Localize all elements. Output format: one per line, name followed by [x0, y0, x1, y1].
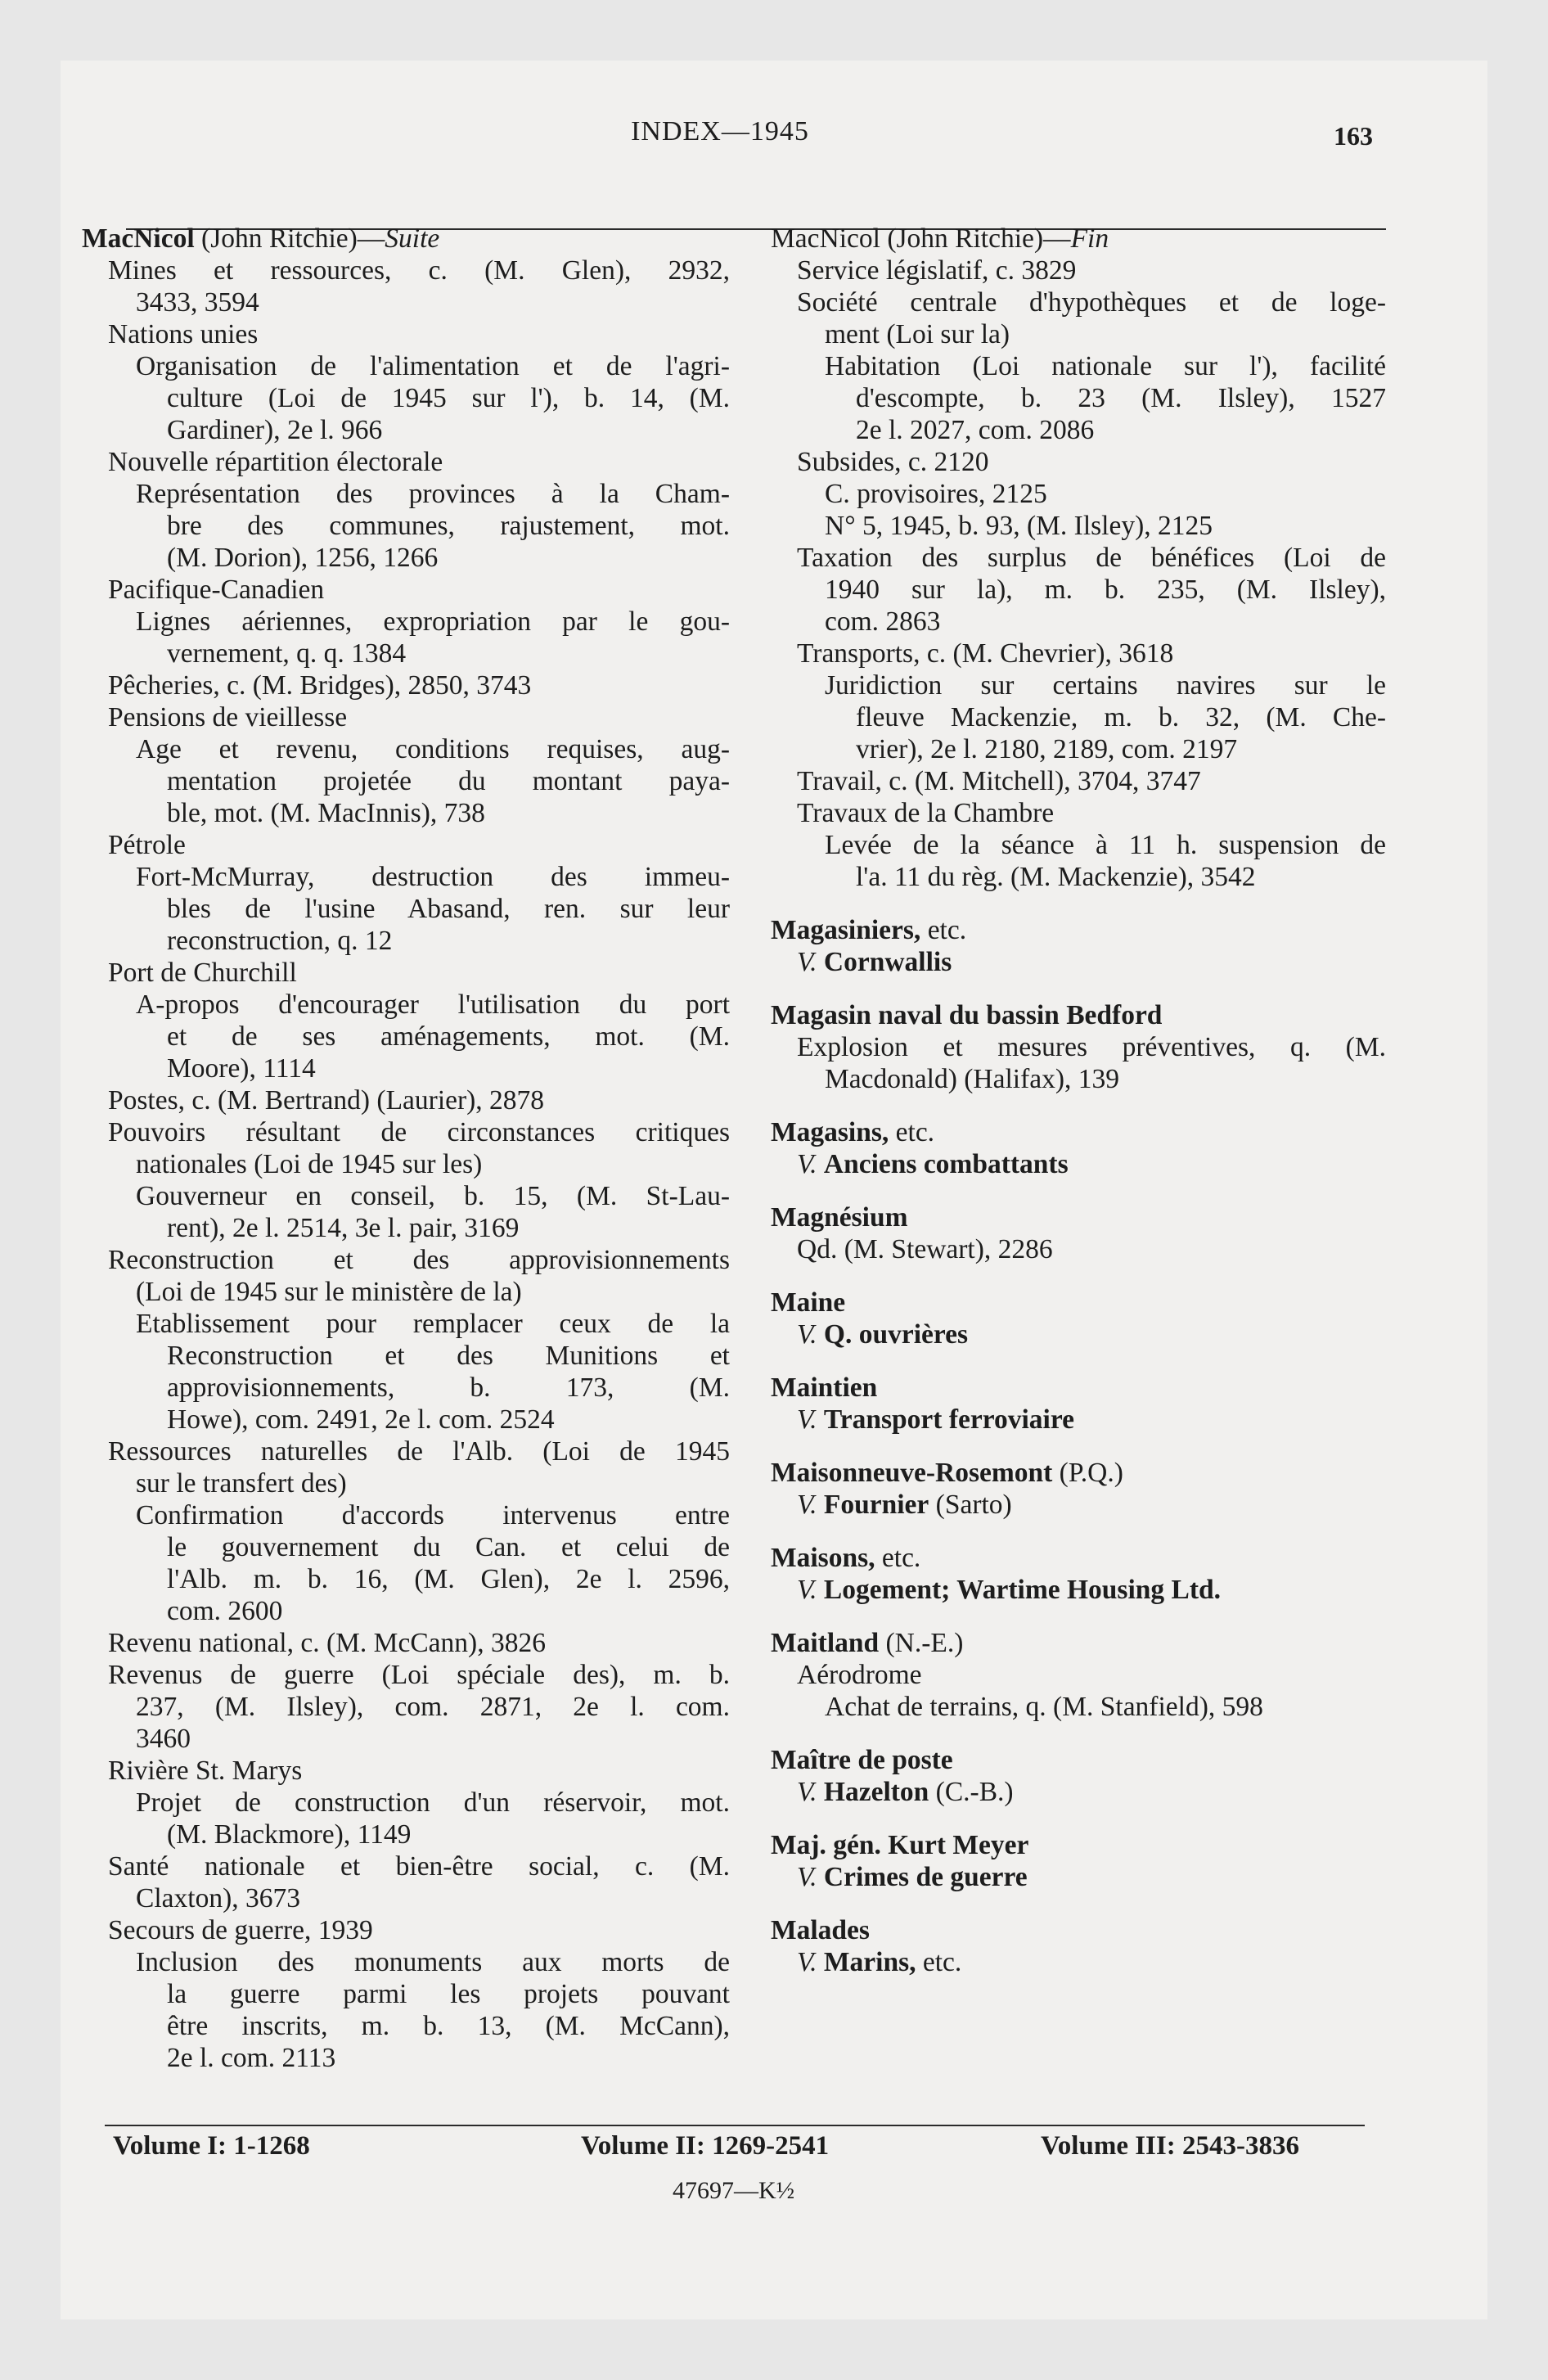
- cross-reference: Anciens combattants: [823, 1149, 1069, 1179]
- index-entry: [82, 2010, 730, 2042]
- entry-text: Mines et ressources, c. (M. Glen), 2932,: [108, 255, 730, 286]
- page-number: 163: [1334, 121, 1373, 151]
- entry-text: Nouvelle répartition électorale: [108, 447, 443, 477]
- heading-term: Maitland: [771, 1628, 880, 1658]
- index-entry: [82, 1531, 730, 1563]
- entry-gap: [771, 1095, 1386, 1116]
- entry-text: Ressources naturelles de l'Alb. (Loi de 1945: [108, 1436, 730, 1467]
- index-entry: [82, 1276, 730, 1308]
- cross-reference: Fournier: [823, 1490, 929, 1520]
- entry-text: le gouvernement du Can. et celui de: [167, 1532, 730, 1562]
- entry-text: V.: [797, 947, 824, 977]
- entry-gap: [771, 1723, 1386, 1744]
- index-heading: [82, 223, 730, 255]
- entry-text: 237, (M. Ilsley), com. 2871, 2e l. com.: [136, 1692, 730, 1722]
- index-entry: [82, 1850, 730, 1882]
- cross-reference: Q. ouvrières: [823, 1319, 969, 1350]
- index-entry: [771, 638, 1386, 669]
- entry-text: Inclusion des monuments aux morts de: [136, 1947, 730, 1977]
- heading-term: Maître de poste: [771, 1745, 953, 1775]
- index-entry: [82, 893, 730, 925]
- entry-text: V.: [797, 1319, 824, 1350]
- index-entry: [771, 1031, 1386, 1063]
- index-entry: [771, 255, 1386, 286]
- index-heading: [771, 1201, 1386, 1233]
- page-header: [67, 110, 1373, 152]
- heading-term: Magasin naval du bassin Bedford: [771, 1000, 1163, 1030]
- entry-text: Suite: [385, 223, 440, 254]
- heading-term: Maine: [771, 1287, 846, 1318]
- entry-text: Levée de la séance à 11 h. suspension de: [825, 830, 1386, 860]
- print-code: 47697—K½: [673, 2177, 795, 2204]
- entry-text: Postes, c. (M. Bertrand) (Laurier), 2878: [108, 1085, 545, 1116]
- index-entry: [82, 1659, 730, 1691]
- cross-reference: Marins,: [823, 1947, 916, 1977]
- entry-text: V.: [797, 1947, 824, 1977]
- index-entry: [82, 797, 730, 829]
- index-entry: [82, 510, 730, 542]
- entry-text: (John Ritchie)—: [194, 223, 385, 254]
- entry-text: Service législatif, c. 3829: [797, 255, 1077, 286]
- index-heading: [771, 223, 1386, 255]
- index-entry: [771, 1776, 1386, 1808]
- index-entry: [82, 350, 730, 382]
- index-entry: [82, 574, 730, 606]
- index-entry: [771, 765, 1386, 797]
- index-entry: [771, 1404, 1386, 1436]
- index-entry: [82, 1021, 730, 1053]
- index-entry: [82, 606, 730, 638]
- index-entry: [771, 510, 1386, 542]
- entry-text: rent), 2e l. 2514, 3e l. pair, 3169: [167, 1213, 520, 1243]
- index-entry: [82, 478, 730, 510]
- entry-text: Moore), 1114: [167, 1053, 316, 1084]
- entry-text: Gouverneur en conseil, b. 15, (M. St-Lau-: [136, 1181, 730, 1211]
- entry-text: Nations unies: [108, 319, 259, 349]
- entry-text: Pensions de vieillesse: [108, 702, 348, 732]
- entry-gap: [771, 893, 1386, 914]
- entry-text: vrier), 2e l. 2180, 2189, com. 2197: [856, 734, 1238, 764]
- entry-text: Société centrale d'hypothèques et de loge-: [797, 287, 1386, 318]
- entry-text: V.: [797, 1862, 824, 1892]
- entry-text: Pétrole: [108, 830, 186, 860]
- entry-text: 1940 sur la), m. b. 235, (M. Ilsley),: [825, 575, 1386, 605]
- entry-text: Aérodrome: [797, 1660, 922, 1690]
- index-entry: [771, 606, 1386, 638]
- entry-text: Howe), com. 2491, 2e l. com. 2524: [167, 1404, 555, 1435]
- entry-text: fleuve Mackenzie, m. b. 32, (M. Che-: [856, 702, 1386, 732]
- footer-volume-3: Volume III: 2543-3836: [1041, 2131, 1299, 2161]
- index-entry: [771, 382, 1386, 414]
- entry-text: ment (Loi sur la): [825, 319, 1010, 349]
- index-entry: [82, 957, 730, 989]
- entry-text: ble, mot. (M. MacInnis), 738: [167, 798, 485, 828]
- index-entry: [82, 446, 730, 478]
- entry-text: V.: [797, 1149, 824, 1179]
- entry-text: 3460: [136, 1724, 191, 1754]
- cross-reference: Transport ferroviaire: [823, 1404, 1074, 1435]
- entry-text: Travail, c. (M. Mitchell), 3704, 3747: [797, 766, 1201, 796]
- index-entry: [82, 286, 730, 318]
- entry-text: Revenu national, c. (M. McCann), 3826: [108, 1628, 546, 1658]
- index-entry: [771, 797, 1386, 829]
- cross-reference: Logement; Wartime Housing Ltd.: [823, 1575, 1222, 1605]
- index-entry: [771, 733, 1386, 765]
- cross-reference: Hazelton: [823, 1777, 929, 1807]
- entry-text: A-propos d'encourager l'utilisation du port: [136, 989, 730, 1020]
- heading-term: Maintien: [771, 1373, 878, 1403]
- index-entry: [82, 733, 730, 765]
- entry-text: Revenus de guerre (Loi spéciale des), m. b.: [108, 1660, 730, 1690]
- entry-text: N° 5, 1945, b. 93, (M. Ilsley), 2125: [825, 511, 1213, 541]
- entry-text: (P.Q.): [1052, 1458, 1123, 1488]
- entry-text: 2e l. 2027, com. 2086: [856, 415, 1095, 445]
- footer-volume-2: Volume II: 1269-2541: [581, 2131, 830, 2161]
- index-entry: [82, 1436, 730, 1467]
- index-entry: [82, 925, 730, 957]
- entry-gap: [771, 978, 1386, 999]
- cross-reference: Crimes de guerre: [823, 1862, 1028, 1892]
- index-heading: [771, 1914, 1386, 1946]
- entry-text: MacNicol (John Ritchie)—: [771, 223, 1071, 254]
- index-entry: [82, 542, 730, 574]
- index-entry: [771, 414, 1386, 446]
- index-entry: [771, 1659, 1386, 1691]
- entry-text: Fort-McMurray, destruction des immeu-: [136, 862, 730, 892]
- entry-text: etc.: [916, 1947, 962, 1977]
- entry-text: Qd. (M. Stewart), 2286: [797, 1234, 1053, 1264]
- entry-text: Achat de terrains, q. (M. Stanfield), 598: [825, 1692, 1263, 1722]
- entry-text: Pêcheries, c. (M. Bridges), 2850, 3743: [108, 670, 532, 701]
- index-entry: [82, 1882, 730, 1914]
- entry-text: etc.: [875, 1543, 921, 1573]
- left-column: [82, 223, 730, 2074]
- entry-text: Confirmation d'accords intervenus entre: [136, 1500, 730, 1530]
- entry-text: bre des communes, rajustement, mot.: [167, 511, 730, 541]
- index-entry: [82, 1372, 730, 1404]
- index-entry: [82, 669, 730, 701]
- index-heading: [771, 1744, 1386, 1776]
- entry-text: Transports, c. (M. Chevrier), 3618: [797, 638, 1174, 669]
- entry-text: être inscrits, m. b. 13, (M. McCann),: [167, 2011, 730, 2041]
- index-heading: [771, 1116, 1386, 1148]
- index-entry: [82, 1340, 730, 1372]
- index-entry: [82, 861, 730, 893]
- index-entry: [82, 765, 730, 797]
- entry-text: com. 2600: [167, 1596, 283, 1626]
- index-entry: [82, 1308, 730, 1340]
- index-entry: [771, 1946, 1386, 1978]
- entry-text: bles de l'usine Abasand, ren. sur leur: [167, 894, 730, 924]
- index-heading: [771, 1627, 1386, 1659]
- index-heading: [771, 914, 1386, 946]
- entry-text: Travaux de la Chambre: [797, 798, 1055, 828]
- entry-text: 3433, 3594: [136, 287, 259, 318]
- entry-gap: [771, 1521, 1386, 1542]
- index-heading: [771, 1829, 1386, 1861]
- entry-gap: [771, 1808, 1386, 1829]
- footer-volume-1: Volume I: 1-1268: [113, 2131, 310, 2161]
- entry-gap: [771, 1606, 1386, 1627]
- entry-text: Juridiction sur certains navires sur le: [825, 670, 1386, 701]
- entry-text: Macdonald) (Halifax), 139: [825, 1064, 1119, 1094]
- index-entry: [82, 382, 730, 414]
- cross-reference: Cornwallis: [823, 947, 952, 977]
- index-entry: [771, 829, 1386, 861]
- index-entry: [771, 1861, 1386, 1893]
- index-entry: [82, 1244, 730, 1276]
- index-entry: [82, 1116, 730, 1148]
- entry-text: Taxation des surplus de bénéfices (Loi de: [797, 543, 1386, 573]
- index-entry: [771, 1148, 1386, 1180]
- index-entry: [82, 1499, 730, 1531]
- index-entry: [82, 701, 730, 733]
- entry-text: Lignes aériennes, expropriation par le gou-: [136, 606, 730, 637]
- index-entry: [82, 1691, 730, 1723]
- heading-term: Magasins,: [771, 1117, 889, 1147]
- index-entry: [82, 255, 730, 286]
- index-entry: [82, 1053, 730, 1084]
- entry-text: Rivière St. Marys: [108, 1756, 303, 1786]
- index-entry: [82, 318, 730, 350]
- index-entry: [771, 1318, 1386, 1350]
- heading-term: Maisons,: [771, 1543, 875, 1573]
- index-entry: [771, 669, 1386, 701]
- heading-term: Magasiniers,: [771, 915, 921, 945]
- index-heading: [771, 1542, 1386, 1574]
- index-entry: [82, 1148, 730, 1180]
- entry-text: V.: [797, 1575, 824, 1605]
- page-title: INDEX—1945: [631, 116, 809, 146]
- entry-text: Fin: [1070, 223, 1109, 254]
- entry-text: V.: [797, 1404, 824, 1435]
- entry-text: V.: [797, 1777, 824, 1807]
- index-entry: [771, 701, 1386, 733]
- entry-text: Reconstruction et des Munitions et: [167, 1341, 730, 1371]
- index-entry: [771, 1489, 1386, 1521]
- index-heading: [771, 1372, 1386, 1404]
- entry-text: Santé nationale et bien-être social, c. (M.: [108, 1851, 730, 1882]
- index-entry: [771, 1574, 1386, 1606]
- entry-gap: [771, 1436, 1386, 1457]
- index-entry: [82, 638, 730, 669]
- index-heading: [771, 1287, 1386, 1318]
- entry-text: nationales (Loi de 1945 sur les): [136, 1149, 483, 1179]
- entry-text: Représentation des provinces à la Cham-: [136, 479, 730, 509]
- entry-text: (N.-E.): [879, 1628, 964, 1658]
- index-heading: [771, 1457, 1386, 1489]
- index-entry: [771, 542, 1386, 574]
- index-entry: [771, 478, 1386, 510]
- entry-text: mentation projetée du montant paya-: [167, 766, 730, 796]
- index-entry: [82, 1819, 730, 1850]
- index-entry: [82, 1946, 730, 1978]
- entry-gap: [771, 1350, 1386, 1372]
- entry-text: Claxton), 3673: [136, 1883, 300, 1913]
- heading-term: MacNicol: [82, 223, 195, 254]
- index-entry: [771, 1063, 1386, 1095]
- entry-text: la guerre parmi les projets pouvant: [167, 1979, 730, 2009]
- index-entry: [82, 1787, 730, 1819]
- index-entry: [82, 1914, 730, 1946]
- index-entry: [82, 1084, 730, 1116]
- index-entry: [82, 1212, 730, 1244]
- footer-rule: [105, 2125, 1365, 2126]
- entry-text: Explosion et mesures préventives, q. (M.: [797, 1032, 1386, 1062]
- entry-text: Organisation de l'alimentation et de l'agri-: [136, 351, 730, 381]
- entry-text: Gardiner), 2e l. 966: [167, 415, 383, 445]
- entry-text: (C.-B.): [929, 1777, 1014, 1807]
- entry-text: Subsides, c. 2120: [797, 447, 989, 477]
- index-entry: [771, 1691, 1386, 1723]
- index-entry: [82, 1627, 730, 1659]
- entry-text: Secours de guerre, 1939: [108, 1915, 373, 1945]
- index-entry: [82, 1404, 730, 1436]
- entry-text: et de ses aménagements, mot. (M.: [167, 1021, 730, 1052]
- index-heading: [771, 999, 1386, 1031]
- entry-text: reconstruction, q. 12: [167, 926, 393, 956]
- entry-text: Projet de construction d'un réservoir, mot.: [136, 1787, 730, 1818]
- index-entry: [771, 350, 1386, 382]
- entry-text: 2e l. com. 2113: [167, 2043, 336, 2073]
- entry-text: com. 2863: [825, 606, 941, 637]
- entry-text: culture (Loi de 1945 sur l'), b. 14, (M.: [167, 383, 730, 413]
- heading-term: Maisonneuve-Rosemont: [771, 1458, 1053, 1488]
- index-entry: [771, 1233, 1386, 1265]
- index-entry: [82, 989, 730, 1021]
- entry-text: Etablissement pour remplacer ceux de la: [136, 1309, 730, 1339]
- index-entry: [771, 286, 1386, 318]
- entry-gap: [771, 1180, 1386, 1201]
- entry-text: approvisionnements, b. 173, (M.: [167, 1373, 730, 1403]
- index-entry: [82, 1563, 730, 1595]
- heading-term: Maj. gén. Kurt Meyer: [771, 1830, 1029, 1860]
- entry-text: vernement, q. q. 1384: [167, 638, 407, 669]
- entry-text: l'Alb. m. b. 16, (M. Glen), 2e l. 2596,: [167, 1564, 730, 1594]
- entry-text: C. provisoires, 2125: [825, 479, 1047, 509]
- entry-text: (Sarto): [929, 1490, 1012, 1520]
- entry-text: Age et revenu, conditions requises, aug-: [136, 734, 730, 764]
- entry-text: V.: [797, 1490, 824, 1520]
- heading-term: Malades: [771, 1915, 870, 1945]
- entry-text: (M. Blackmore), 1149: [167, 1819, 412, 1850]
- index-entry: [82, 2042, 730, 2074]
- index-entry: [82, 829, 730, 861]
- entry-text: (M. Dorion), 1256, 1266: [167, 543, 439, 573]
- entry-text: Pacifique-Canadien: [108, 575, 325, 605]
- index-entry: [82, 1180, 730, 1212]
- heading-term: Magnésium: [771, 1202, 908, 1233]
- entry-text: Port de Churchill: [108, 958, 297, 988]
- index-entry: [82, 1755, 730, 1787]
- right-column: [771, 223, 1386, 1978]
- index-entry: [82, 1467, 730, 1499]
- entry-text: d'escompte, b. 23 (M. Ilsley), 1527: [856, 383, 1386, 413]
- entry-text: Pouvoirs résultant de circonstances critiques: [108, 1117, 730, 1147]
- entry-text: etc.: [889, 1117, 935, 1147]
- index-entry: [82, 1595, 730, 1627]
- index-entry: [82, 1978, 730, 2010]
- entry-text: (Loi de 1945 sur le ministère de la): [136, 1277, 522, 1307]
- entry-text: Habitation (Loi nationale sur l'), facilité: [825, 351, 1386, 381]
- entry-gap: [771, 1893, 1386, 1914]
- entry-text: l'a. 11 du règ. (M. Mackenzie), 3542: [856, 862, 1256, 892]
- entry-text: sur le transfert des): [136, 1468, 347, 1499]
- index-entry: [771, 318, 1386, 350]
- index-entry: [771, 861, 1386, 893]
- index-entry: [82, 1723, 730, 1755]
- entry-text: Reconstruction et des approvisionnements: [108, 1245, 730, 1275]
- index-entry: [82, 414, 730, 446]
- index-entry: [771, 446, 1386, 478]
- entry-text: etc.: [920, 915, 967, 945]
- entry-gap: [771, 1265, 1386, 1287]
- index-entry: [771, 946, 1386, 978]
- index-entry: [771, 574, 1386, 606]
